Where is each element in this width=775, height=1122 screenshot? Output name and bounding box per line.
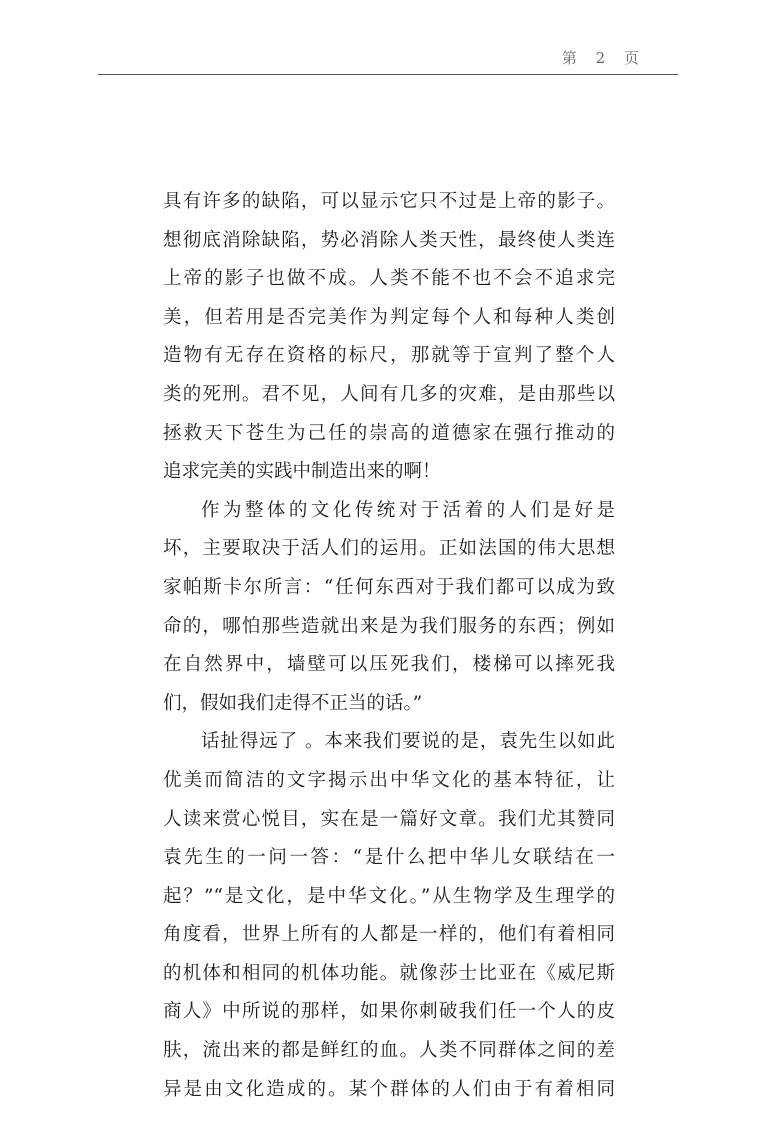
text-line: 的机体和相同的机体功能。就像莎士比亚在《威尼斯 [163, 962, 615, 984]
page-header [98, 48, 678, 75]
text-line: 异是由文化造成的。某个群体的人们由于有着相同 [163, 1078, 615, 1100]
paragraph-end-line: 们，假如我们走得不正当的话。” [163, 692, 423, 714]
text-line: 命的，哪怕那些造就出来是为我们服务的东西；例如 [163, 615, 615, 637]
text-line: 在自然界中，墙壁可以压死我们，楼梯可以摔死我 [163, 654, 615, 676]
text-line: 肤，流出来的都是鲜红的血。人类不同群体之间的差 [163, 1040, 615, 1062]
text-line: 美，但若用是否完美作为判定每个人和每种人类创 [163, 306, 615, 328]
text-line: 拯救天下苍生为己任的崇高的道德家在强行推动的 [163, 422, 615, 444]
paragraph-start-line: 作为整体的文化传统对于活着的人们是好是 [201, 499, 615, 521]
text-line: 商人》中所说的那样，如果你刺破我们任一个人的皮 [163, 1001, 615, 1023]
text-line: 起？”“是文化，是中华文化。”从生物学及生理学的 [163, 885, 615, 907]
body-text [163, 183, 615, 1109]
text-line: 优美而简洁的文字揭示出中华文化的基本特征，让 [163, 769, 615, 791]
text-line: 人读来赏心悦目，实在是一篇好文章。我们尤其赞同 [163, 808, 615, 830]
paragraph-end-line: 追求完美的实践中制造出来的啊！ [163, 461, 441, 483]
text-line: 具有许多的缺陷，可以显示它只不过是上帝的影子。 [163, 191, 615, 212]
text-line: 角度看，世界上所有的人都是一样的，他们有着相同 [163, 924, 615, 946]
text-line: 上帝的影子也做不成。人类不能不也不会不追求完 [163, 268, 615, 290]
text-line: 坏，主要取决于活人们的运用。正如法国的伟大思想 [163, 538, 615, 560]
page-number: 第 2 页 [561, 49, 646, 67]
paragraph-start-line: 话扯得远了 。本来我们要说的是，袁先生以如此 [201, 731, 615, 753]
text-line: 想彻底消除缺陷，势必消除人类天性，最终使人类连 [163, 229, 615, 251]
text-line: 袁先生的一问一答：“是什么把中华儿女联结在一 [163, 847, 615, 869]
text-line: 家帕斯卡尔所言：“任何东西对于我们都可以成为致 [163, 576, 615, 598]
text-line: 类的死刑。君不见，人间有几多的灾难，是由那些以 [163, 383, 615, 405]
text-line: 造物有无存在资格的标尺，那就等于宣判了整个人 [163, 345, 615, 367]
